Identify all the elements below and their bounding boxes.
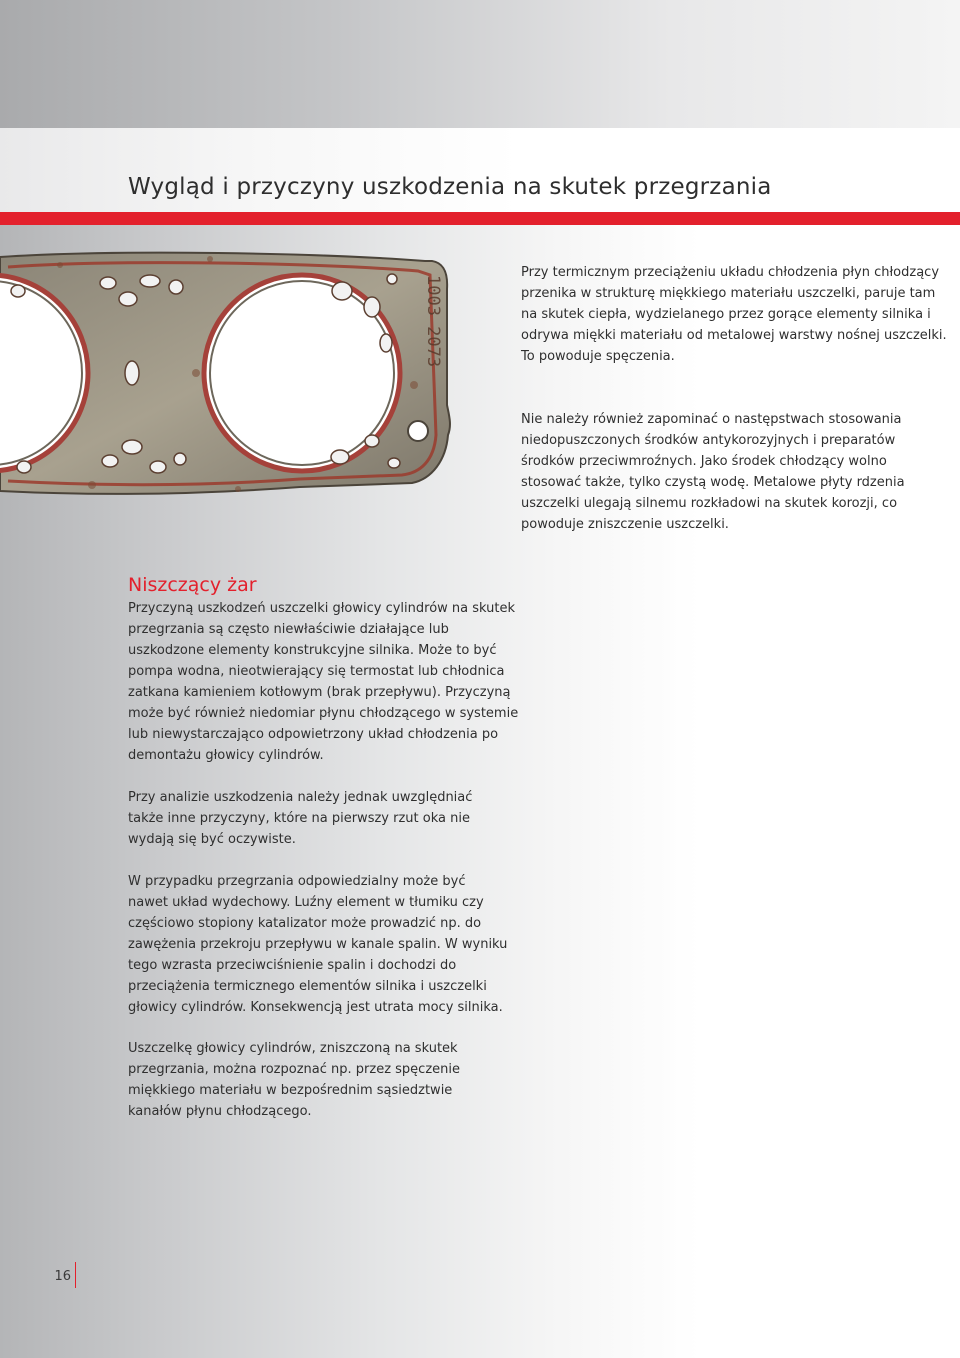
section-paragraph-2: Przy analizie uszkodzenia należy jednak uwzględniać także inne przyczyny, które na pierwszy rzut oka nie wydają się być oczywiste. [128,790,473,847]
gasket-photo [0,235,500,535]
page-number: 16 [40,1262,76,1288]
intro-paragraph-2: Nie należy również zapominać o następstwach stosowania niedopuszczonych środków antykorozyjnych i preparatów środków przeciwmroźnych. Jako środek chłodzący wolno stosować także, tylko czystą wodę. Metalowe płyty rdzenia uszczelki ulegają silnemu rozkładowi na skutek korozji, co powoduje zniszczenie uszczelki. [521,412,905,532]
section-paragraph-3: W przypadku przegrzania odpowiedzialny może być nawet układ wydechowy. Luźny element w tłumiku czy częściowo stopiony katalizator może prowadzić np. do zawężenia przekroju przepływu w kanale spalin. W wyniku tego wzrasta przeciwciśnienie spalin i dochodzi do przeciążenia termicznego elementów silnika i uszczelki głowicy cylindrów. Konsekwencją jest utrata mocy silnika. [128,874,508,1015]
intro-paragraph-1: Przy termicznym przeciążeniu układu chłodzenia płyn chłodzący przenika w strukturę miękkiego materiału uszczelki, paruje tam na skutek ciepła, wydzielanego przez gorące elementy silnika i odrywa miękki materiału od metalowej warstwy nośnej uszczelki. To powoduje spęczenia. [521,265,947,364]
top-gray-band [0,0,960,128]
gasket-imprint: 1003 2073 [423,275,443,368]
page-title: Wygląd i przyczyny uszkodzenia na skutek przegrzania [128,174,772,200]
red-divider-bar [0,212,960,225]
section-heading: Niszczący żar [128,574,257,596]
section-paragraph-4: Uszczelkę głowicy cylindrów, zniszczoną na skutek przegrzania, można rozpoznać np. przez spęczenie miękkiego materiału w bezpośrednim sąsiedztwie kanałów płynu chłodzącego. [128,1041,460,1119]
section-paragraph-1: Przyczyną uszkodzeń uszczelki głowicy cylindrów na skutek przegrzania są często niewłaściwie działające lub uszkodzone elementy konstrukcyjne silnika. Może to być pompa wodna, nieotwierający się termostat lub chłodnica zatkana kamieniem kotłowym (brak przepływu). Przyczyną może być również niedomiar płynu chłodzącego w systemie lub niewystarczająco odpowietrzony układ chłodzenia po demontażu głowicy cylindrów. [128,601,519,763]
